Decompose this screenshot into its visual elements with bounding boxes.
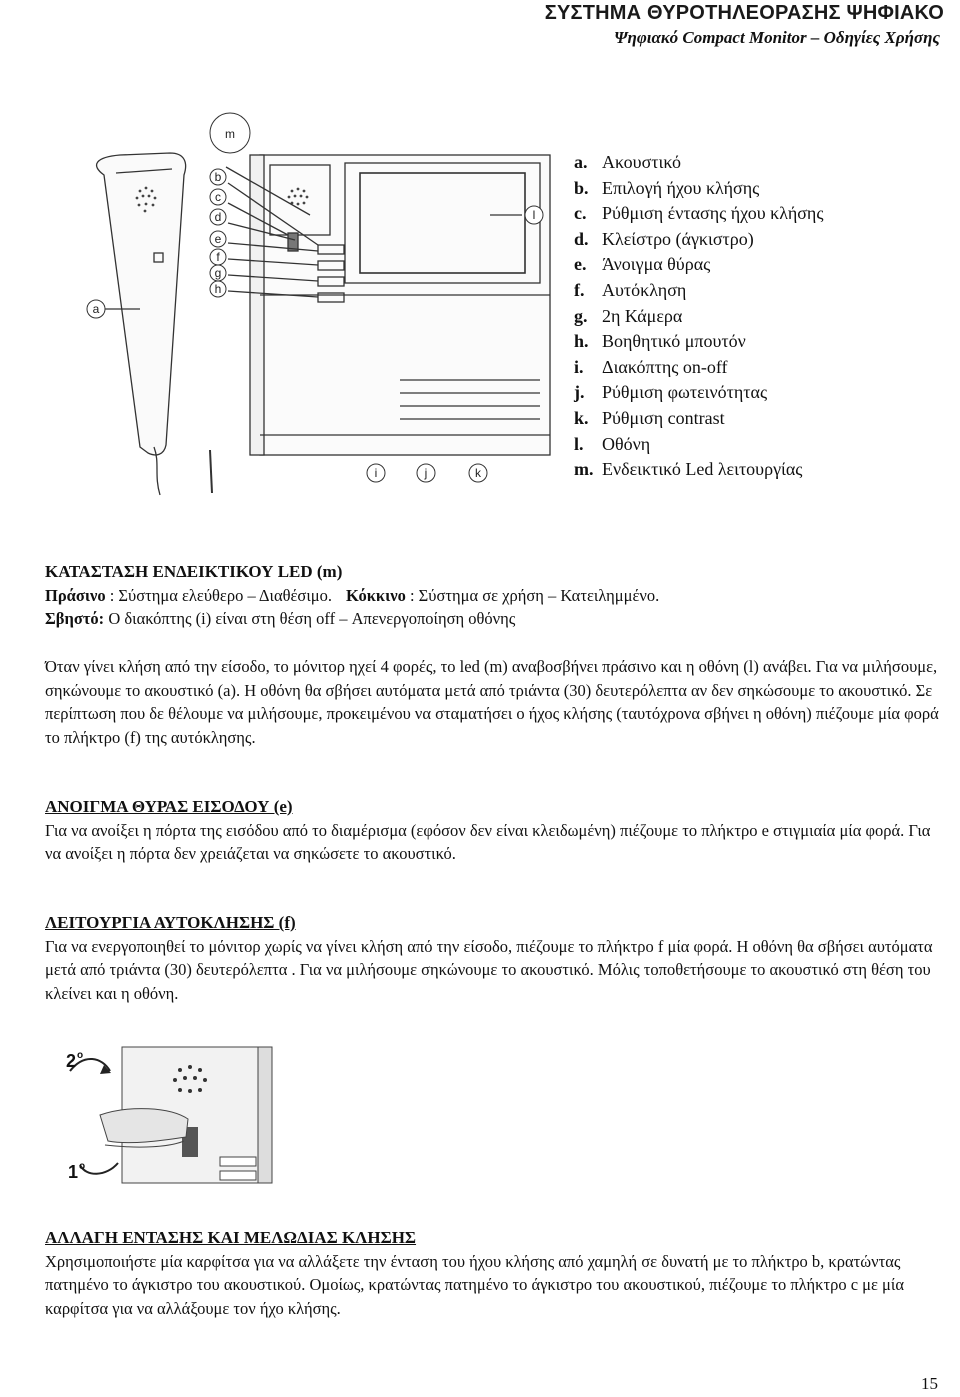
marker-i [367, 464, 385, 482]
marker-f [210, 249, 226, 265]
svg-text:h: h [214, 282, 222, 296]
door-text: Για να ανοίξει η πόρτα της εισόδου από το διαμέρισμα (εφόσον δεν είναι κλειδωμένη) πιέζουμε το πλήκτρο e στιγμιαία μία φορά. Για να ανοίξει η πόρτα δεν χρειάζεται να σηκώσετε το ακουστικό. [45, 820, 931, 863]
svg-text:g: g [214, 266, 222, 280]
legend-item: i. Διακόπτης on-off [574, 356, 728, 377]
handset-hook-photo [60, 1045, 285, 1185]
volume-text: Χρησιμοποιήστε μία καρφίτσα για να αλλάξετε την ένταση του ήχου κλήσης από χαμηλή σε δυνατή με το πλήκτρο b, κρατώντας πατημένο το άγκιστρο του ακουστικού. Ομοίως, κρατώντας πατημένο το άγκιστρο του ακουστικού, πιέζουμε το πλήκτρο c με μία καρφίτσα για να αλλάξουμε τον ήχο κλήσης. [45, 1251, 904, 1318]
autocall-text: Για να ενεργοποιηθεί το μόνιτορ χωρίς να γίνει κλήση από την είσοδο, πιέζουμε το πλήκτρο f μία φορά. Η οθόνη θα σβήσει αυτόματα μετά από τριάντα (30) δευτερόλεπτα . Για να μιλήσουμε σηκώνουμε το ακουστικό. Μόλις τοποθετήσουμε το ακουστικό στη θέση του κλείνει και η οθόνη. [45, 936, 933, 1003]
step-1-label: 1 [68, 1162, 79, 1182]
marker-d [210, 209, 226, 225]
legend-item: m. Ενδεικτικό Led λειτουργίας [574, 459, 803, 480]
svg-text:c: c [215, 190, 221, 204]
legend-item: k. Ρύθμιση contrast [574, 407, 725, 428]
door-heading: ΑΝΟΙΓΜΑ ΘΥΡΑΣ ΕΙΣΟΔΟΥ (e) [45, 797, 293, 816]
led-heading: ΚΑΤΑΣΤΑΣΗ ΕΝΔΕΙΚΤΙΚΟΥ LED (m) [45, 562, 343, 581]
off-label: Σβηστό: [45, 609, 105, 628]
door-open-section [45, 795, 945, 866]
marker-k [469, 464, 487, 482]
marker-c [210, 189, 226, 205]
autocall-heading: ΛΕΙΤΟΥΡΓΙΑ ΑΥΤΟΚΛΗΣΗΣ (f) [45, 913, 296, 932]
marker-m [210, 113, 250, 153]
autocall-section [45, 911, 945, 1005]
marker-g [210, 265, 226, 281]
document-subtitle: Ψηφιακό Compact Monitor – Οδηγίες Χρήσης [613, 28, 940, 47]
component-legend [574, 150, 823, 483]
legend-item: a. Ακουστικό [574, 152, 682, 172]
marker-e [210, 231, 226, 247]
legend-item: h. Βοηθητικό μπουτόν [574, 331, 746, 352]
step-2-label: 2 [66, 1051, 77, 1071]
monitor-diagram [60, 95, 560, 515]
led-status-section: ΚΑΤΑΣΤΑΣΗ ΕΝΔΕΙΚΤΙΚΟΥ LED (m) Πράσινο : Σύστημα ελεύθερο – Διαθέσιμο. Κόκκινο : Σύστημα σε χρήση – Κατειλημμένο. Σβηστό: Ο διακόπτης (i) είναι στη θέση off – Απενεργοποίηση οθόνης [45, 560, 945, 631]
svg-text:i: i [374, 466, 378, 480]
green-label: Πράσινο [45, 585, 106, 605]
legend-item: c. Ρύθμιση έντασης ήχου κλήσης [574, 203, 824, 224]
svg-text:a: a [92, 302, 100, 316]
marker-b [210, 169, 226, 185]
volume-heading: ΑΛΛΑΓΗ ΕΝΤΑΣΗΣ ΚΑΙ ΜΕΛΩΔΙΑΣ ΚΛΗΣΗΣ [45, 1228, 417, 1247]
legend-item: g. 2η Κάμερα [574, 305, 683, 326]
call-paragraph: Όταν γίνει κλήση από την είσοδο, το μόνιτορ ηχεί 4 φορές, το led (m) αναβοσβήνει πράσινο και η οθόνη (l) ανάβει. Για να μιλήσουμε, σηκώνουμε το ακουστικό (a). Η οθόνη θα σβήσει αυτόματα μετά από τριάντα (30) δευτερόλεπτα αν δεν σηκώσουμε το ακουστικό. Σε περίπτωση που δε θέλουμε να μιλήσουμε, προκειμένου να σταματήσει ο ήχος κλήσης (ταυτόχρονα σβήνει η οθόνη) πιέζουμε μία φορά το πλήκτρο (f) της αυτόκλησης. [45, 657, 939, 747]
svg-text:j: j [424, 466, 428, 480]
svg-text:f: f [216, 250, 220, 264]
svg-text:b: b [214, 170, 222, 184]
legend-item: e. Άνοιγμα θύρας [574, 254, 711, 275]
svg-text:k: k [475, 466, 481, 480]
marker-l [525, 206, 543, 224]
marker-a [87, 300, 105, 318]
volume-section [45, 1226, 945, 1320]
legend-item: l. Οθόνη [574, 433, 651, 454]
legend-item: f. Αυτόκληση [574, 279, 687, 300]
svg-text:m: m [225, 127, 235, 141]
svg-text:e: e [214, 232, 222, 246]
svg-text:d: d [214, 210, 222, 224]
svg-text:o: o [77, 1050, 84, 1061]
marker-h [210, 281, 226, 297]
legend-item: j. Ρύθμιση φωτεινότητας [574, 382, 768, 403]
document-title: ΣΥΣΤΗΜΑ ΘΥΡΟΤΗΛΕΟΡΑΣΗΣ ΨΗΦΙΑΚΟ [544, 2, 944, 24]
page-number: 15 [921, 1374, 938, 1393]
svg-text:o: o [79, 1161, 86, 1172]
red-label: Κόκκινο [346, 585, 406, 605]
legend-item: d. Κλείστρο (άγκιστρο) [574, 228, 754, 249]
legend-item: b. Επιλογή ήχου κλήσης [574, 177, 760, 198]
svg-text:l: l [532, 208, 536, 222]
marker-j [417, 464, 435, 482]
